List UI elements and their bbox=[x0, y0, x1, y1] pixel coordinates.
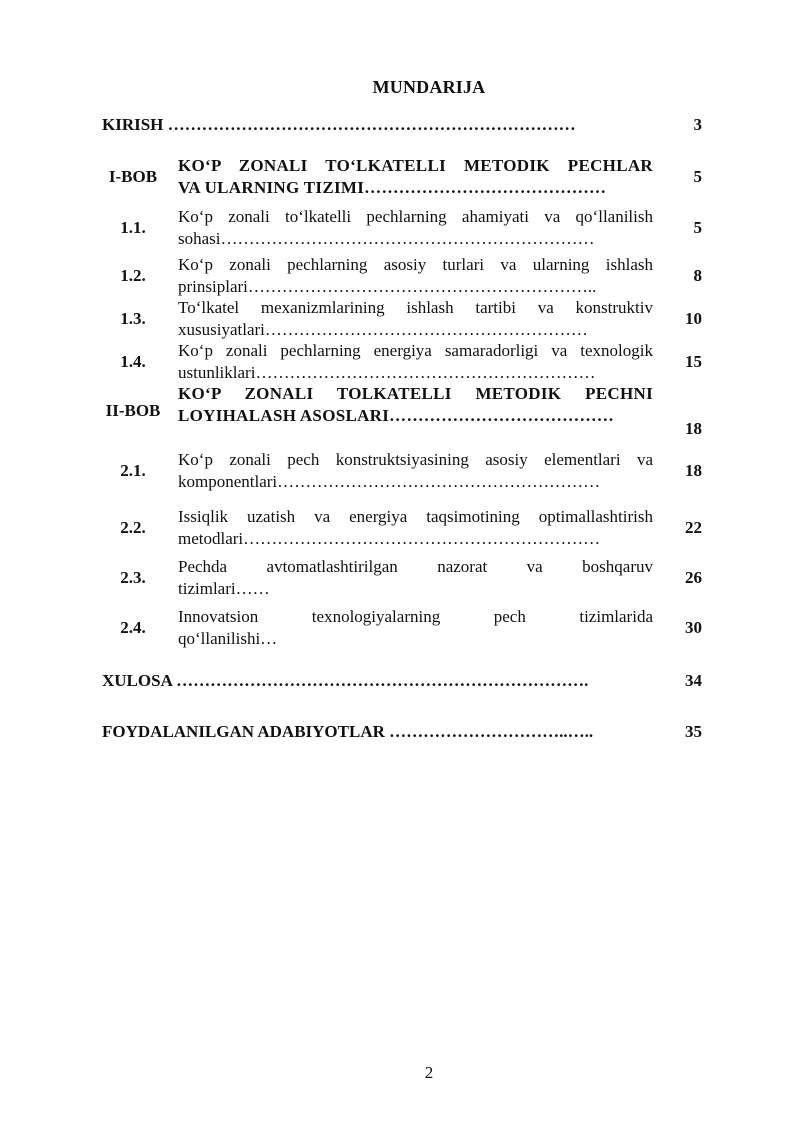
toc-entry-kirish[interactable] bbox=[102, 115, 702, 137]
toc-page-number: 26 bbox=[685, 568, 702, 587]
toc-entry-label: FOYDALANILGAN ADABIYOTLAR …………………………..….. bbox=[102, 722, 594, 741]
toc-entry-2-3[interactable] bbox=[102, 556, 702, 602]
section-title: To‘lkatel mexanizmlarining ishlash tartibi va konstruktiv xususiyatlari………………………………………………… bbox=[178, 298, 653, 339]
chapter-title: KO‘P ZONALI TO‘LKATELLI METODIK PECHLAR VA ULARNING TIZIMI…………………………………… bbox=[178, 156, 653, 197]
toc-page-number: 15 bbox=[685, 352, 702, 371]
toc-entry-1-1[interactable] bbox=[102, 206, 702, 252]
section-title: Pechda avtomatlashtirilgan nazorat va boshqaruv tizimlari…… bbox=[178, 557, 653, 598]
toc-page-number: 5 bbox=[693, 167, 702, 186]
toc-entry-xulosa[interactable] bbox=[102, 671, 702, 693]
section-title: Ko‘p zonali to‘lkatelli pechlarning ahamiyati va qo‘llanilish sohasi………………………………………………………… bbox=[178, 207, 653, 248]
section-title: Ko‘p zonali pechlarning asosiy turlari va ularning ishlash prinsiplari…………………………………………………….. bbox=[178, 255, 653, 296]
section-title: Ko‘p zonali pechlarning energiya samaradorligi va texnologik ustunliklari…………………………………………………… bbox=[178, 341, 653, 382]
toc-page-number: 18 bbox=[685, 461, 702, 480]
page-number: 2 bbox=[424, 1063, 434, 1082]
chapter-number: I-BOB bbox=[108, 167, 158, 186]
section-number: 1.2. bbox=[120, 266, 146, 285]
toc-page-number: 18 bbox=[685, 419, 702, 438]
toc-page-number: 3 bbox=[693, 115, 702, 134]
toc-page-number: 5 bbox=[693, 218, 702, 237]
section-number: 1.4. bbox=[120, 352, 146, 371]
section-number: 1.3. bbox=[120, 309, 146, 328]
toc-page-number: 35 bbox=[685, 722, 702, 741]
section-number: 2.2. bbox=[120, 518, 146, 537]
toc-entry-1-4[interactable] bbox=[102, 340, 702, 386]
section-number: 2.4. bbox=[120, 618, 146, 637]
toc-page-number: 30 bbox=[685, 618, 702, 637]
toc-entry-chapter-1[interactable] bbox=[102, 155, 702, 201]
toc-title: MUNDARIJA bbox=[372, 77, 486, 97]
toc-page-number: 10 bbox=[685, 309, 702, 328]
toc-entry-references[interactable] bbox=[102, 722, 702, 744]
section-number: 1.1. bbox=[120, 218, 146, 237]
section-number: 2.3. bbox=[120, 568, 146, 587]
toc-entry-label: KIRISH ……………………………………………………………… bbox=[102, 115, 576, 134]
toc-entry-chapter-2[interactable] bbox=[102, 383, 702, 443]
section-title: Ko‘p zonali pech konstruktsiyasining asosiy elementlari va komponentlari………………………………………………… bbox=[178, 450, 653, 491]
toc-entry-1-2[interactable] bbox=[102, 254, 702, 300]
toc-page-number: 22 bbox=[685, 518, 702, 537]
toc-page-number: 8 bbox=[693, 266, 702, 285]
toc-entry-label: XULOSA ………………………………………………………………. bbox=[102, 671, 589, 690]
toc-page-number: 34 bbox=[685, 671, 702, 690]
toc-entry-2-4[interactable] bbox=[102, 606, 702, 652]
chapter-title: KO‘P ZONALI TOLKATELLI METODIK PECHNI LOYIHALASH ASOSLARI………………………………… bbox=[178, 384, 653, 425]
section-title: Issiqlik uzatish va energiya taqsimotining optimallashtirish metodlari……………………………………………………… bbox=[178, 507, 653, 548]
toc-entry-2-2[interactable] bbox=[102, 506, 702, 552]
chapter-number: II-BOB bbox=[105, 401, 161, 420]
section-number: 2.1. bbox=[120, 461, 146, 480]
toc-entry-1-3[interactable] bbox=[102, 297, 702, 343]
toc-entry-2-1[interactable] bbox=[102, 449, 702, 495]
section-title: Innovatsion texnologiyalarning pech tizimlarida qo‘llanilishi… bbox=[178, 607, 653, 648]
